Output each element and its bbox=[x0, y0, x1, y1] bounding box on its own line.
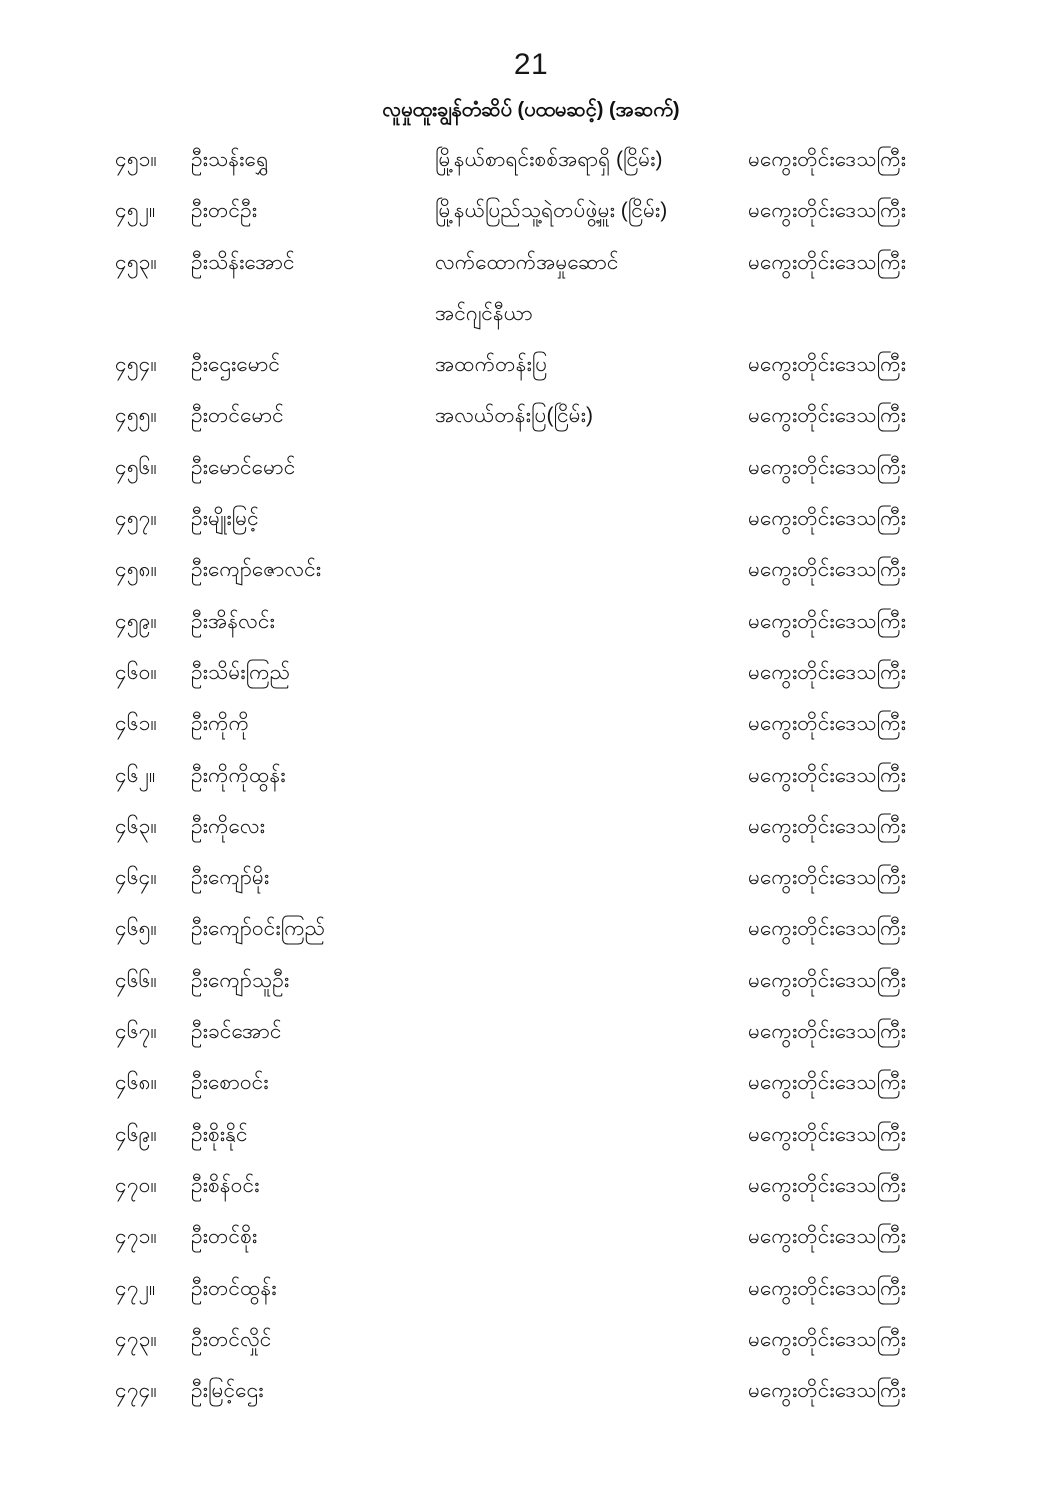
region-name: မကွေးတိုင်းဒေသကြီး bbox=[748, 609, 906, 633]
region-name: မကွေးတိုင်းဒေသကြီး bbox=[748, 763, 906, 787]
recipient-name: ဦးစိုးနိုင် bbox=[191, 1122, 248, 1146]
recipient-name: ဦးကိုကိုထွန်း bbox=[191, 763, 286, 787]
table-row bbox=[115, 698, 1022, 749]
page-number: 21 bbox=[513, 48, 549, 81]
recipient-name: ဦးမောင်မောင် bbox=[191, 455, 296, 479]
recipient-name: ဦးအိန်လင်း bbox=[191, 609, 275, 633]
row-serial-number: ၄၅၇။ bbox=[115, 507, 157, 531]
table-row bbox=[115, 852, 1022, 903]
row-serial-number: ၄၅၆။ bbox=[115, 455, 157, 479]
position-line-1: မြို့နယ်ပြည်သူ့ရဲတပ်ဖွဲ့မှူး (ငြိမ်း) bbox=[435, 199, 668, 223]
recipient-name: ဦးတင်လှိုင် bbox=[191, 1327, 272, 1351]
row-serial-number: ၄၆၂။ bbox=[115, 763, 156, 787]
position-line-1: အထက်တန်းပြ bbox=[435, 353, 548, 377]
recipient-name: ဦးသိန်းအောင် bbox=[191, 250, 295, 274]
region-name: မကွေးတိုင်းဒေသကြီး bbox=[748, 250, 906, 274]
table-row bbox=[115, 1109, 1022, 1160]
region-name: မကွေးတိုင်းဒေသကြီး bbox=[748, 353, 906, 377]
region-name: မကွေးတိုင်းဒေသကြီး bbox=[748, 507, 906, 531]
region-name: မကွေးတိုင်းဒေသကြီး bbox=[748, 1020, 906, 1044]
recipient-name: ဦးတင်ဦး bbox=[191, 199, 258, 223]
table-row bbox=[115, 1365, 1022, 1416]
table-row bbox=[115, 237, 1022, 340]
region-name: မကွေးတိုင်းဒေသကြီး bbox=[748, 712, 906, 736]
region-name: မကွေးတိုင်းဒေသကြီး bbox=[748, 1379, 906, 1403]
region-name: မကွေးတိုင်းဒေသကြီး bbox=[748, 917, 906, 941]
position-title bbox=[435, 134, 748, 185]
recipient-name: ဦးကိုလေး bbox=[191, 814, 265, 838]
award-recipient-list bbox=[0, 134, 1062, 1416]
position-title bbox=[435, 237, 748, 340]
row-serial-number: ၄၆၇။ bbox=[115, 1020, 157, 1044]
row-serial-number: ၄၆၆။ bbox=[115, 968, 157, 992]
row-serial-number: ၄၅၁။ bbox=[115, 148, 157, 171]
row-serial-number: ၄၇၄။ bbox=[115, 1379, 157, 1403]
recipient-name: ဦးခင်အောင် bbox=[191, 1020, 282, 1044]
document-heading: လူမှုထူးချွန်တံဆိပ် (ပထမဆင့်) (အဆက်) bbox=[382, 99, 680, 121]
region-name: မကွေးတိုင်းဒေသကြီး bbox=[748, 968, 906, 992]
table-row bbox=[115, 493, 1022, 544]
table-row bbox=[115, 596, 1022, 647]
table-row bbox=[115, 903, 1022, 954]
region-name: မကွေးတိုင်းဒေသကြီး bbox=[748, 814, 906, 838]
position-title bbox=[435, 339, 748, 390]
table-row bbox=[115, 750, 1022, 801]
region-name: မကွေးတိုင်းဒေသကြီး bbox=[748, 1327, 906, 1351]
table-row bbox=[115, 1263, 1022, 1314]
row-serial-number: ၄၇၃။ bbox=[115, 1327, 157, 1351]
table-row bbox=[115, 801, 1022, 852]
recipient-name: ဦးတင်စိုး bbox=[191, 1225, 258, 1249]
row-serial-number: ၄၆၅။ bbox=[115, 917, 157, 941]
row-serial-number: ၄၅၉။ bbox=[115, 609, 157, 633]
recipient-name: ဦးကျော်မိုး bbox=[191, 866, 270, 890]
recipient-name: ဦးကျော်ဝင်းကြည် bbox=[191, 917, 326, 941]
position-line-1: အလယ်တန်းပြ(ငြိမ်း) bbox=[435, 404, 593, 428]
region-name: မကွေးတိုင်းဒေသကြီး bbox=[748, 199, 906, 223]
position-title bbox=[435, 390, 748, 441]
row-serial-number: ၄၆၁။ bbox=[115, 712, 157, 736]
table-row bbox=[115, 1006, 1022, 1057]
region-name: မကွေးတိုင်းဒေသကြီး bbox=[748, 866, 906, 890]
position-line-1: မြို့နယ်စာရင်းစစ်အရာရှိ (ငြိမ်း) bbox=[435, 148, 663, 171]
recipient-name: ဦးမြင့်ဌေး bbox=[191, 1379, 264, 1403]
row-serial-number: ၄၆၉။ bbox=[115, 1122, 157, 1146]
row-serial-number: ၄၆၃။ bbox=[115, 814, 157, 838]
table-row bbox=[115, 647, 1022, 698]
recipient-name: ဦးစောဝင်း bbox=[191, 1071, 269, 1095]
row-serial-number: ၄၇၂။ bbox=[115, 1276, 156, 1300]
recipient-name: ဦးသိမ်းကြည် bbox=[191, 660, 290, 684]
region-name: မကွေးတိုင်းဒေသကြီး bbox=[748, 660, 906, 684]
position-line-1: လက်ထောက်အမှုဆောင် bbox=[435, 250, 619, 274]
row-serial-number: ၄၆၄။ bbox=[115, 866, 157, 890]
table-row bbox=[115, 1160, 1022, 1211]
row-serial-number: ၄၅၂။ bbox=[115, 199, 156, 223]
table-row bbox=[115, 1057, 1022, 1108]
row-serial-number: ၄၆၀။ bbox=[115, 660, 157, 684]
region-name: မကွေးတိုင်းဒေသကြီး bbox=[748, 1122, 906, 1146]
region-name: မကွေးတိုင်းဒေသကြီး bbox=[748, 1071, 906, 1095]
recipient-name: ဦးဌေးမောင် bbox=[191, 353, 281, 377]
region-name: မကွေးတိုင်းဒေသကြီး bbox=[748, 455, 906, 479]
position-title bbox=[435, 185, 748, 236]
table-row bbox=[115, 134, 1022, 185]
table-row bbox=[115, 185, 1022, 236]
region-name: မကွေးတိုင်းဒေသကြီး bbox=[748, 1225, 906, 1249]
table-row bbox=[115, 544, 1022, 595]
row-serial-number: ၄၆၈။ bbox=[115, 1071, 157, 1095]
position-line-2: အင်ဂျင်နီယာ bbox=[435, 301, 533, 325]
recipient-name: ဦးကိုကို bbox=[191, 712, 250, 736]
recipient-name: ဦးစိန်ဝင်း bbox=[191, 1173, 260, 1197]
table-row bbox=[115, 955, 1022, 1006]
row-serial-number: ၄၇၁။ bbox=[115, 1225, 157, 1249]
recipient-name: ဦးသန်းရွှေ bbox=[191, 148, 269, 171]
row-serial-number: ၄၅၈။ bbox=[115, 558, 157, 582]
region-name: မကွေးတိုင်းဒေသကြီး bbox=[748, 1276, 906, 1300]
table-row bbox=[115, 442, 1022, 493]
recipient-name: ဦးကျော်ဇောလင်း bbox=[191, 558, 322, 582]
recipient-name: ဦးတင်ထွန်း bbox=[191, 1276, 277, 1300]
region-name: မကွေးတိုင်းဒေသကြီး bbox=[748, 404, 906, 428]
region-name: မကွေးတိုင်းဒေသကြီး bbox=[748, 558, 906, 582]
recipient-name: ဦးမျိုးမြင့် bbox=[191, 507, 259, 531]
row-serial-number: ၄၅၃။ bbox=[115, 250, 157, 274]
region-name: မကွေးတိုင်းဒေသကြီး bbox=[748, 1173, 906, 1197]
row-serial-number: ၄၇၀။ bbox=[115, 1173, 157, 1197]
recipient-name: ဦးတင်မောင် bbox=[191, 404, 284, 428]
table-row bbox=[115, 390, 1022, 441]
region-name: မကွေးတိုင်းဒေသကြီး bbox=[748, 148, 906, 171]
row-serial-number: ၄၅၅။ bbox=[115, 404, 157, 428]
table-row bbox=[115, 1211, 1022, 1262]
table-row bbox=[115, 339, 1022, 390]
row-serial-number: ၄၅၄။ bbox=[115, 353, 157, 377]
table-row bbox=[115, 1314, 1022, 1365]
recipient-name: ဦးကျော်သူဦး bbox=[191, 968, 290, 992]
